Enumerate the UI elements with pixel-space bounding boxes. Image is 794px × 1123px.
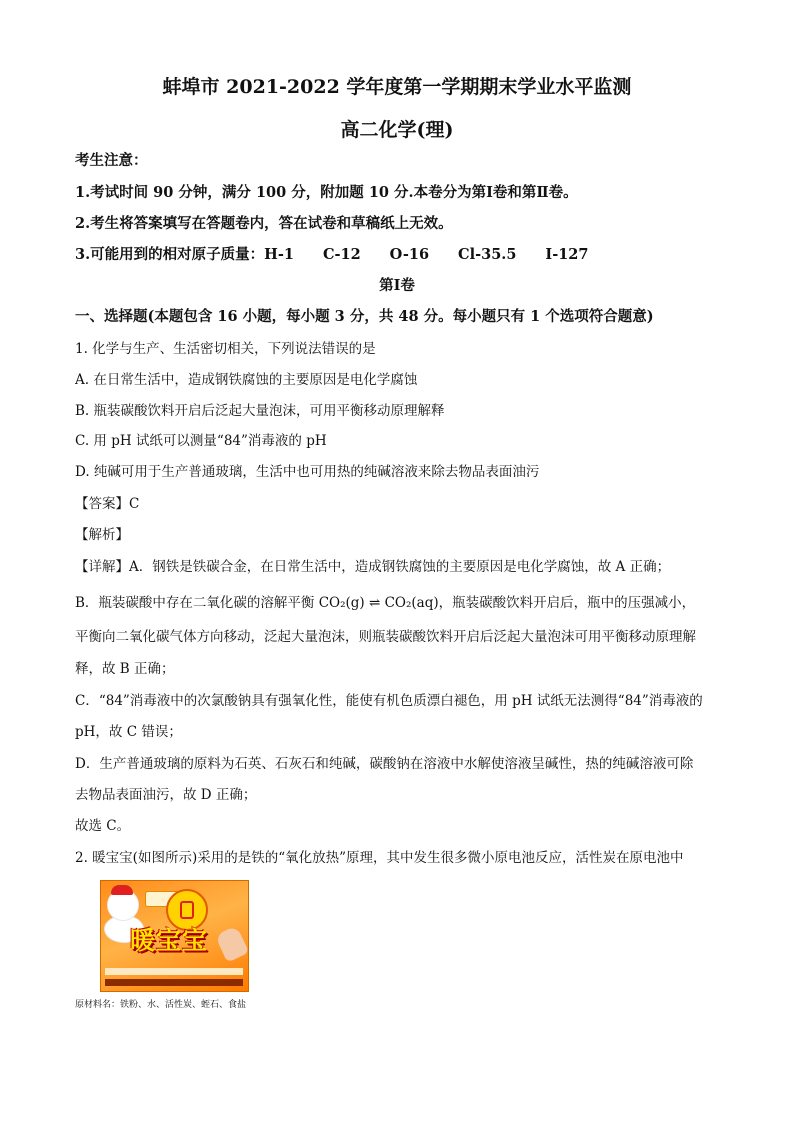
section-heading: 一、选择题(本题包含 16 小题，每小题 3 分，共 48 分。每小题只有 1 个选项符合题意) [75,308,654,325]
answer-label: 【答案】C [75,496,140,512]
detail-line: 平衡向二氧化碳气体方向移动，泛起大量泡沫，则瓶装碳酸饮料开启后泛起大量泡沫可用平衡移动原理解 [75,629,696,645]
volume-heading: 第Ⅰ卷 [379,277,415,294]
detail-line: 释，故 B 正确； [75,661,175,677]
detail-line: C．“84”消毒液中的次氯酸钠具有强氧化性，能使有机色质漂白褪色，用 pH 试纸无法测得“84”消毒液的 [75,693,703,709]
detail-line: 故选 C。 [75,818,131,834]
notice-item: 1.考试时间 90 分钟，满分 100 分，附加题 10 分.本卷分为第Ⅰ卷和第Ⅱ卷。 [75,184,578,201]
exam-title: 蚌埠市 2021-2022 学年度第一学期期末学业水平监测 [162,76,632,98]
option-d: D. 纯碱可用于生产普通玻璃，生活中也可用热的纯碱溶液来除去物品表面油污 [75,464,540,480]
option-c: C. 用 pH 试纸可以测量“84”消毒液的 pH [75,433,327,449]
notice-item: 3.可能用到的相对原子质量：H-1 C-12 O-16 Cl-35.5 I-127 [75,246,589,263]
detail-line: D．生产普通玻璃的原料为石英、石灰石和纯碱，碳酸钠在溶液中水解使溶液呈碱性，热的纯碱溶液可除 [75,756,694,772]
question-stem: 1. 化学与生产、生活密切相关，下列说法错误的是 [75,341,376,357]
question-stem: 2. 暖宝宝(如图所示)采用的是铁的“氧化放热”原理，其中发生很多微小原电池反应，活性炭在原电池中 [75,850,684,866]
detail-line: 【详解】A．钢铁是铁碳合金，在日常生活中，造成钢铁腐蚀的主要原因是电化学腐蚀，故 A 正确； [75,559,671,575]
image-caption: 原材料名：铁粉、水、活性炭、蛭石、食盐 [75,1000,247,1010]
info-strip-dark [105,979,243,986]
detail-line: 去物品表面油污，故 D 正确； [75,787,257,803]
option-b: B. 瓶装碳酸饮料开启后泛起大量泡沫，可用平衡移动原理解释 [75,403,445,419]
notice-item: 2.考生将答案填写在答题卷内，答在试卷和草稿纸上无效。 [75,215,453,232]
hand-warmer-image [100,880,249,992]
detail-line: B．瓶装碳酸中存在二氧化碳的溶解平衡 CO₂(g) ⇌ CO₂(aq)，瓶装碳酸饮料开启后，瓶中的压强减小， [75,595,696,611]
option-a: A. 在日常生活中，造成钢铁腐蚀的主要原因是电化学腐蚀 [75,372,418,388]
detail-line: pH，故 C 错误； [75,724,182,740]
product-name: 暖宝宝 [129,926,208,955]
info-strip [105,968,243,975]
snowman-hat [111,885,133,895]
notice-heading: 考生注意： [75,152,148,169]
analysis-label: 【解析】 [75,527,129,543]
exam-subtitle: 高二化学(理) [340,119,454,141]
